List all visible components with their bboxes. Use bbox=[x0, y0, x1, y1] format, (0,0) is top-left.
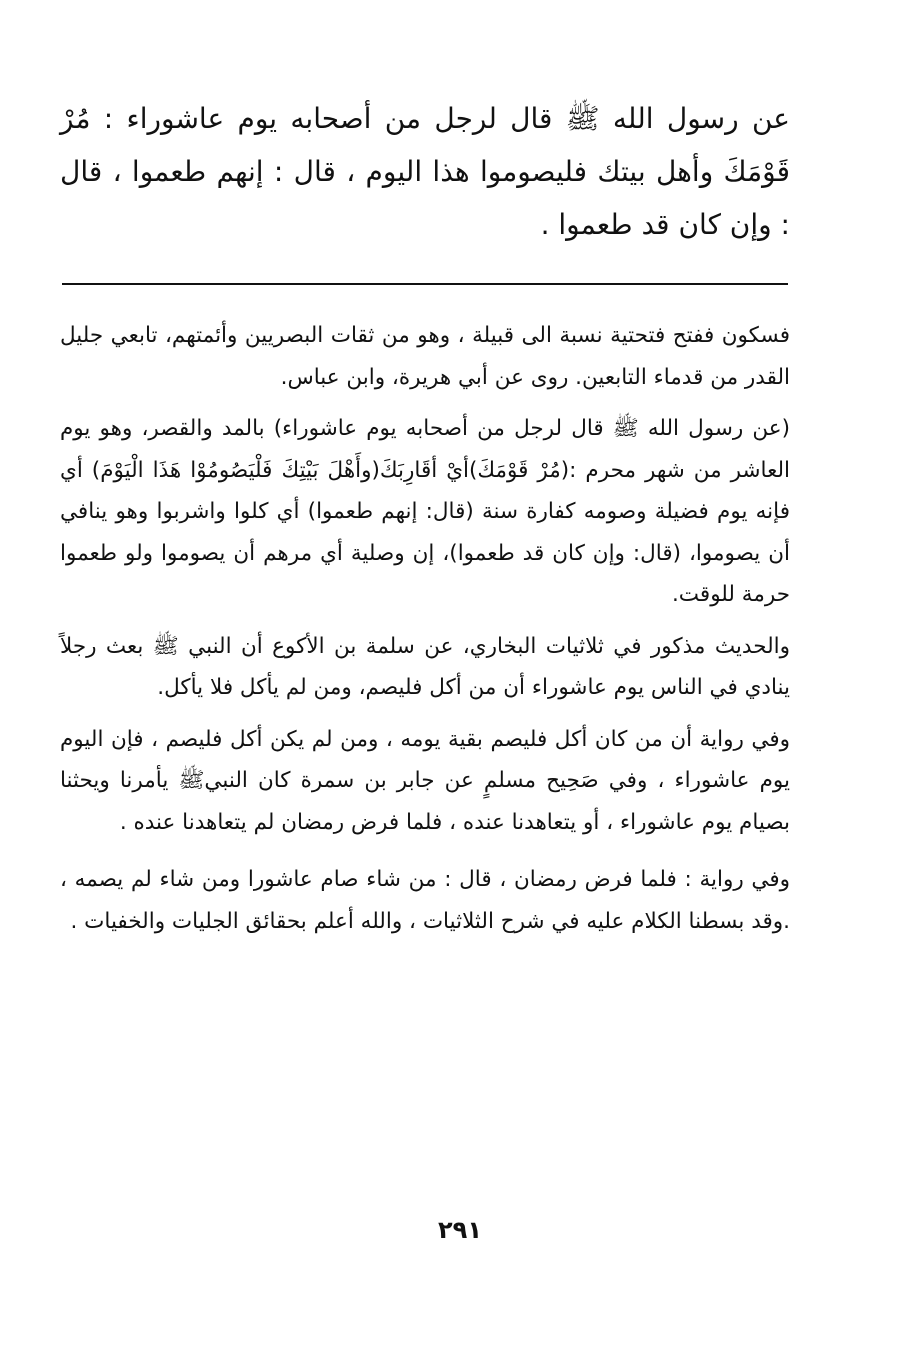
footnote-paragraph: فسكون ففتح فتحتية نسبة الى قبيلة ، وهو من ثقات البصريين وأئمتهم، تابعي جليل القدر من قدماء التابعين. روى عن أبي هريرة، وابن عباس. bbox=[60, 323, 790, 390]
footnote-paragraph: وفي رواية أن من كان أكل فليصم بقية يومه ، ومن لم يكن أكل فليصم ، فإن اليوم يوم عاشوراء ، وفي صَحِيح مسلمٍ عن جابر بن سمرة كان النبيﷺ يأمرنا ويحثنا بصيام يوم عاشوراء ، أو يتعاهدنا عنده ، فلما فرض رمضان لم يتعاهدنا عنده . bbox=[60, 726, 790, 835]
footnotes bbox=[60, 315, 790, 952]
page-number: ٢٩١ bbox=[438, 1216, 482, 1244]
footnote-paragraph: والحديث مذكور في ثلاثيات البخاري، عن سلمة بن الأكوع أن النبي ﷺ بعث رجلاً ينادي في الناس يوم عاشوراء أن من أكل فليصم، ومن لم يأكل فلا يأكل. bbox=[60, 633, 790, 700]
main-text: عن رسول الله ﷺ قال لرجل من أصحابه يوم عاشوراء : مُرْ قَوْمَكَ وأهل بيتك فليصوموا هذا اليوم ، قال : إنهم طعموا ، قال : وإن كان قد طعموا . bbox=[60, 102, 790, 241]
footnote-paragraph: وفي رواية : فلما فرض رمضان ، قال : من شاء صام عاشورا ومن شاء لم يصمه ، .وقد بسطنا الكلام عليه في شرح الثلاثيات ، والله أعلم بحقائق الجليات والخفيات . bbox=[60, 867, 790, 934]
footnote-divider bbox=[62, 283, 788, 285]
footnote-paragraph: (عن رسول الله ﷺ قال لرجل من أصحابه يوم عاشوراء) بالمد والقصر، وهو يوم العاشر من شهر محرم :(مُرْ قَوْمَكَ)أيْ أقَارِبَكَ(وأَهْلَ بَيْتِكَ فَلْيَصُومُوْا هَذَا الْيَوْمَ) أي فإنه يوم فضيلة وصومه كفارة سنة (قال: إنهم طعموا) أي كلوا واشربوا وهو ينافي أن يصوموا، (قال: وإن كان قد طعموا)، إن وصلية أي مرهم أن يصوموا ولو طعموا حرمة للوقت. bbox=[60, 416, 790, 607]
